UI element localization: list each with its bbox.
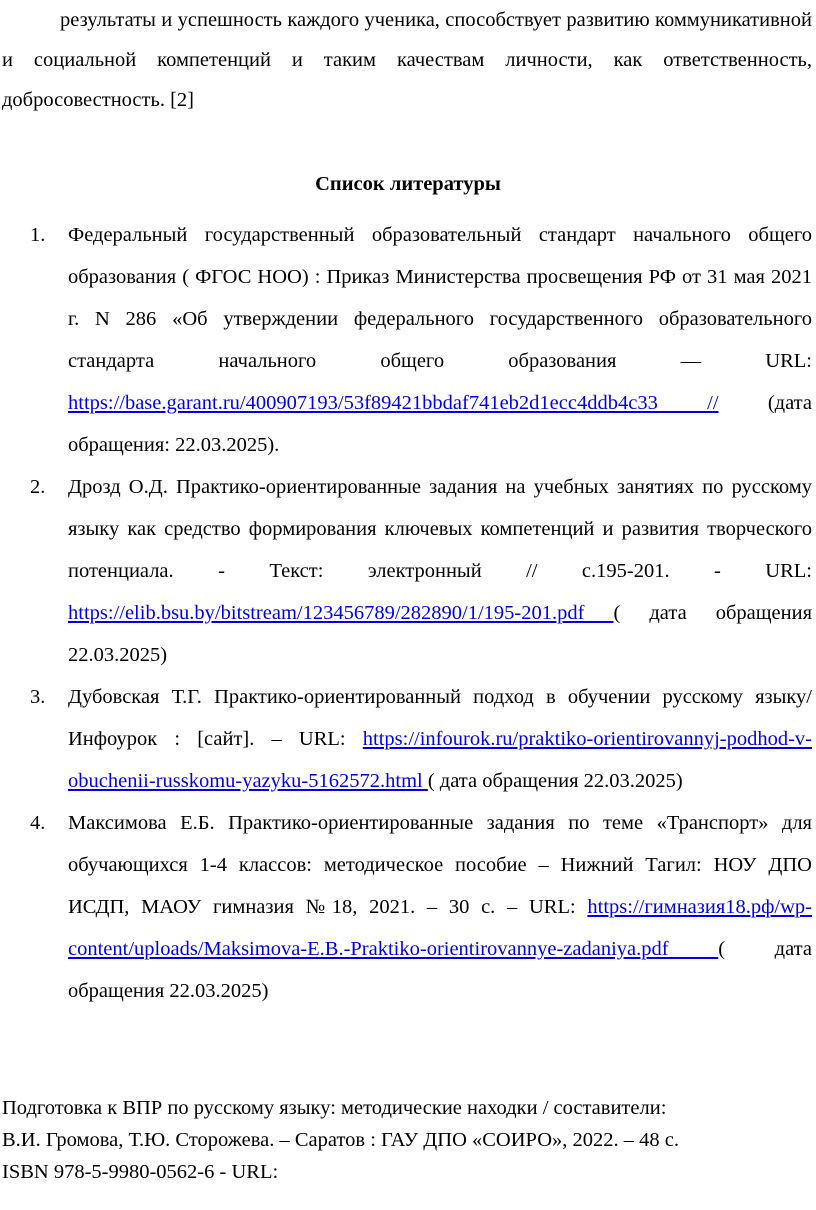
- reference-number: 3.: [30, 686, 46, 708]
- reference-link[interactable]: https://infourok.ru/praktiko-orientirovannyj-podhod-v-obuchenii-russkomu-yazyku-5162572.html: [68, 728, 812, 792]
- reference-description: Федеральный государственный образовательный стандарт начального общего образования ( ФГОС НОО) : Приказ Министерства просвещения РФ от 31 мая 2021 г. N 286 «Об утверждении федерального государственного образовательного стандарта начального общего образования — URL:: [68, 224, 812, 372]
- reference-text: [68, 214, 812, 466]
- reference-number: 4.: [30, 812, 46, 834]
- reference-access-date: ( дата обращения 22.03.2025): [68, 938, 812, 1002]
- references-heading: Список литературы: [315, 173, 501, 195]
- reference-link[interactable]: https://гимназия18.рф/wp-content/uploads/Maksimova-E.B.-Praktiko-orientirovannye-zadaniya.pdf: [68, 896, 812, 960]
- reference-description: Дубовская Т.Г. Практико-ориентированный подход в обучении русскому языку/ Инфоурок : [сайт]. – URL:: [68, 686, 812, 750]
- footer-line: Подготовка к ВПР по русскому языку: методические находки / составители:: [2, 1097, 667, 1119]
- reference-item-4: [0, 802, 812, 1012]
- intro-paragraph-text: результаты и успешность каждого ученика, способствует развитию коммуникативной и социальной компетенций и таким качествам личности, как ответственность, добросовестность. [2]: [2, 9, 812, 111]
- reference-link[interactable]: https://elib.bsu.by/bitstream/123456789/282890/1/195-201.pdf: [68, 602, 614, 624]
- reference-text: [68, 466, 812, 676]
- footer-line: В.И. Громова, Т.Ю. Сторожева. – Саратов : ГАУ ДПО «СОИРО», 2022. – 48 с.: [2, 1129, 679, 1151]
- reference-text: [68, 676, 812, 802]
- reference-link[interactable]: https://base.garant.ru/400907193/53f89421bbdaf741eb2d1ecc4ddb4c33 //: [68, 392, 719, 414]
- reference-description: Дрозд О.Д. Практико-ориентированные задания на учебных занятиях по русскому языку как средство формирования ключевых компетенций и развития творческого потенциала. - Текст: электронный // с.195-201. - URL:: [68, 476, 812, 582]
- intro-paragraph: [2, 0, 812, 120]
- reference-access-date: ( дата обращения 22.03.2025): [427, 770, 683, 792]
- footer-reference: [2, 1092, 812, 1188]
- reference-access-date: ( дата обращения 22.03.2025): [68, 602, 813, 666]
- references-list: [0, 214, 816, 1012]
- reference-item-1: [0, 214, 812, 466]
- reference-number: 2.: [30, 476, 46, 498]
- reference-description: Максимова Е.Б. Практико-ориентированные задания по теме «Транспорт» для обучающихся 1-4 классов: методическое пособие – Нижний Тагил: НОУ ДПО ИСДП, МАОУ гимназия №18, 2021. – 30 с. – URL:: [68, 812, 812, 918]
- reference-item-2: [0, 466, 812, 676]
- reference-number: 1.: [30, 224, 46, 246]
- reference-item-3: [0, 676, 812, 802]
- reference-access-date: (дата обращения: 22.03.2025).: [68, 392, 812, 456]
- reference-text: [68, 802, 812, 1012]
- footer-line: ISBN 978-5-9980-0562-6 - URL:: [2, 1161, 279, 1183]
